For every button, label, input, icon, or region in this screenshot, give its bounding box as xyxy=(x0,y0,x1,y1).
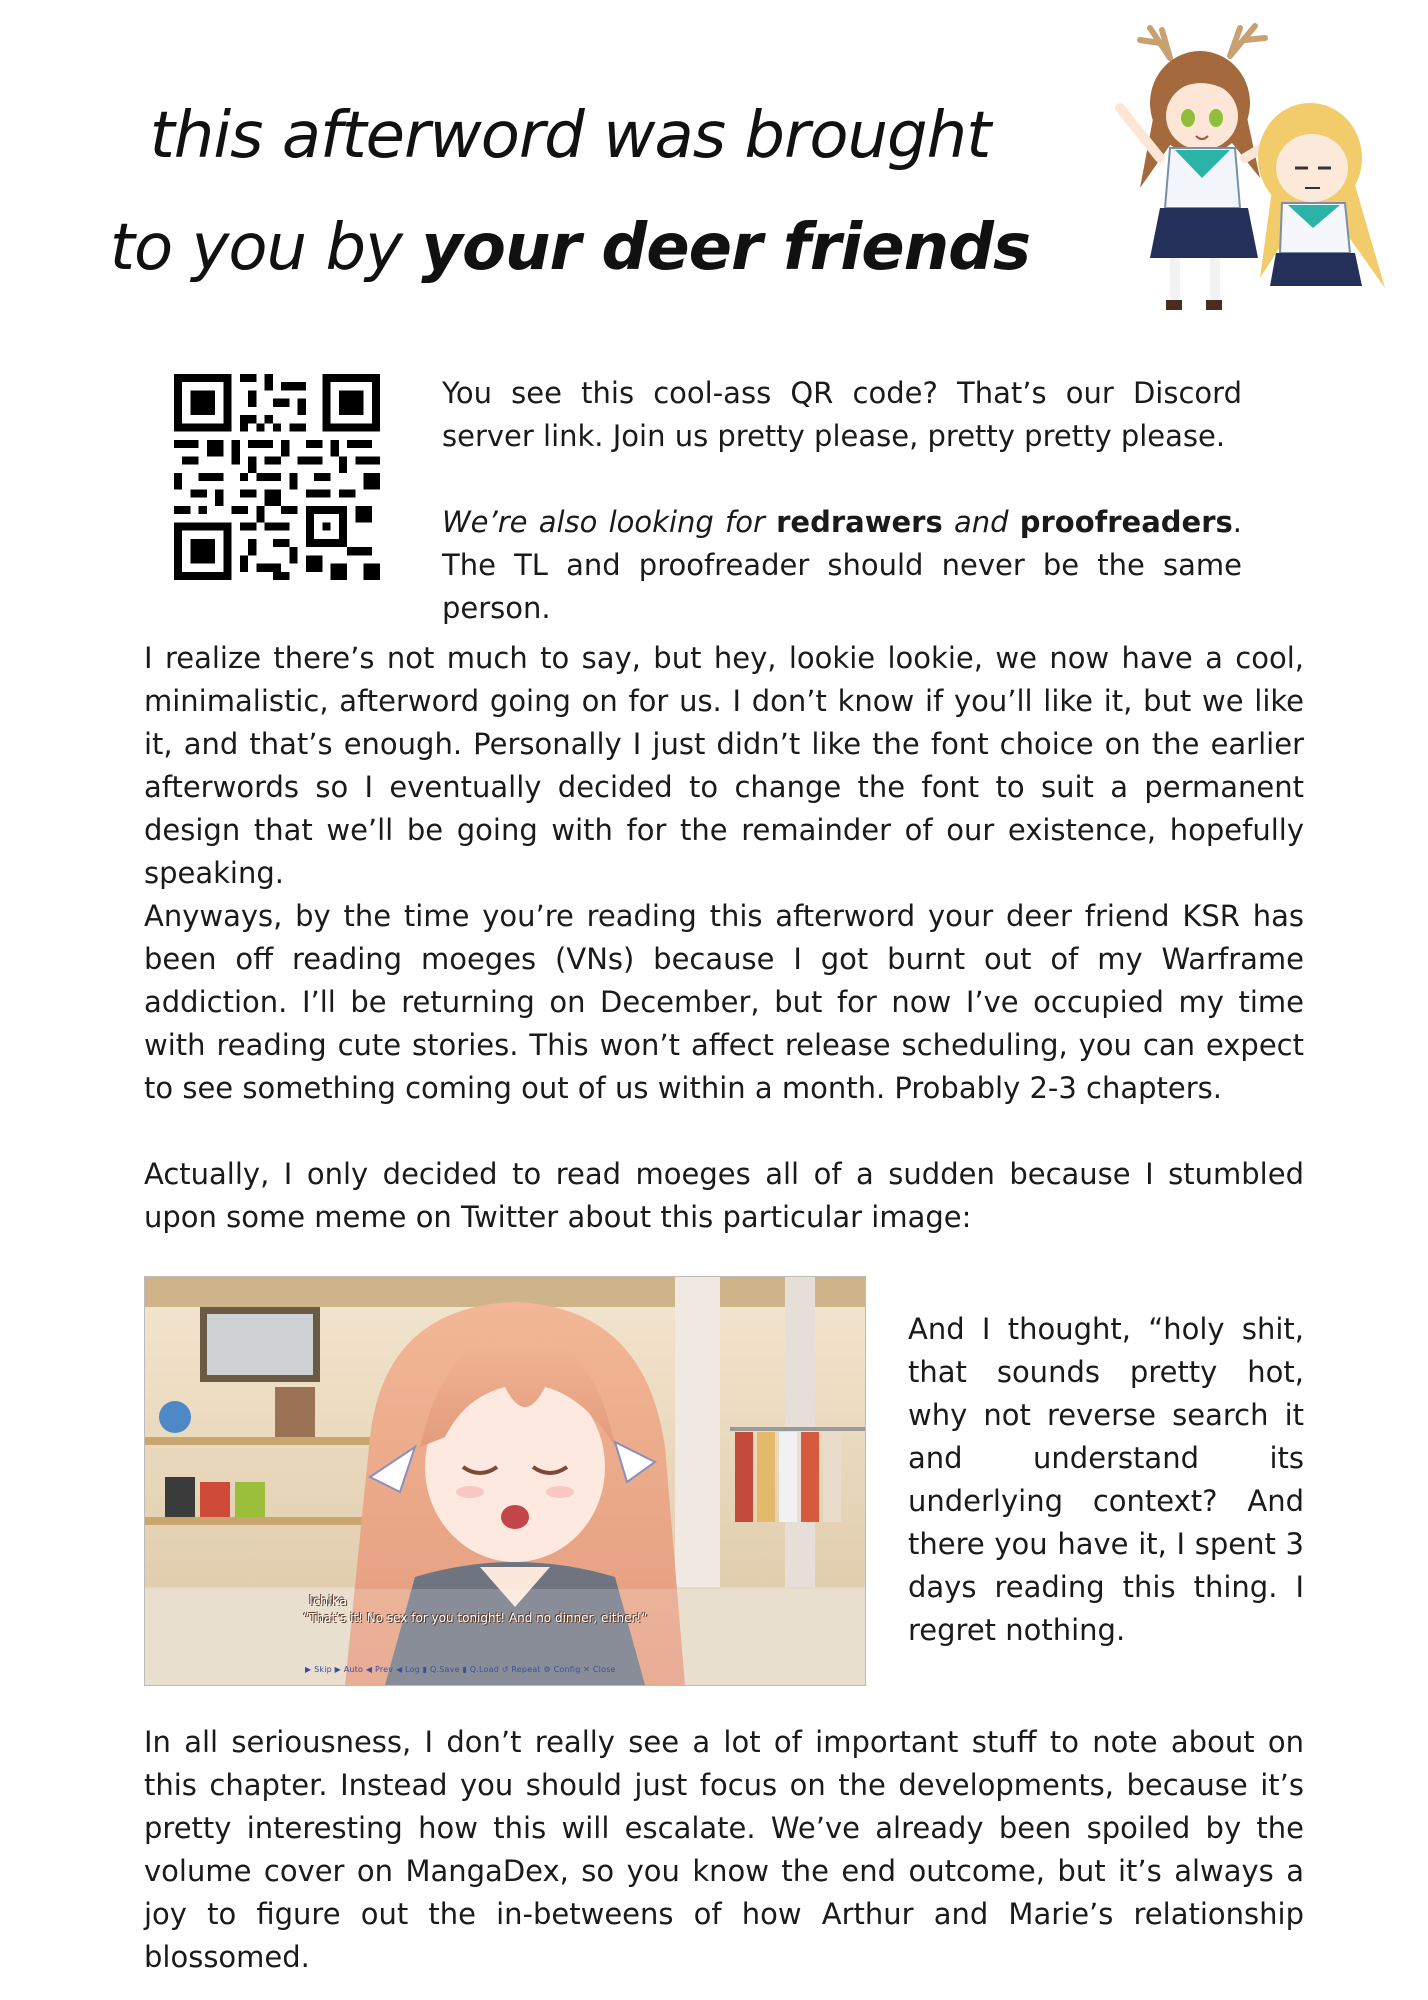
paragraph-seriousness: In all seriousness, I don’t really see a lot of important stuff to note about on this chapter. Instead you should just focus on the developments, because it’s pretty interesting how this will escalate. We’ve already been spoiled by the volume cover on MangaDex, so you know the end outcome, but it’s always a joy to figure out the in-betweens of how Arthur and Marie’s relationship blossomed. xyxy=(144,1725,1304,1974)
deer-mascots-illustration xyxy=(1100,18,1400,318)
title-line-2-bold: your deer friends xyxy=(421,211,1031,285)
title-line-2 xyxy=(70,192,1070,304)
recruitment-text: We’re also looking for redrawers and proofreaders. The TL and proofreader should never be the same person. xyxy=(442,505,1243,625)
visual-novel-screenshot xyxy=(144,1276,866,1686)
qr-description xyxy=(442,372,1242,630)
title-line-1: this afterword was brought xyxy=(149,99,991,173)
paragraph-anyways: Anyways, by the time you’re reading this afterword your deer friend KSR has been off reading moeges (VNs) because I got burnt out of my Warframe addiction. I’ll be returning on December, but for now I’ve occupied my time with reading cute stories. This won’t affect release scheduling, you can expect to see something coming out of us within a month. Probably 2-3 chapters. xyxy=(144,899,1304,1105)
vn-speaker-name: Ichika xyxy=(309,1594,348,1609)
discord-invite-text: You see this cool-ass QR code? That’s our Discord server link. Join us pretty please, pretty pretty please. xyxy=(442,376,1242,453)
paragraph-thought: And I thought, “holy shit, that sounds pretty hot, why not reverse search it and understand its underlying context? And there you have it, I spent 3 days reading this thing. I regret nothing. xyxy=(908,1312,1304,1647)
paragraph-realize: I realize there’s not much to say, but hey, lookie lookie, we now have a cool, minimalistic, afterword going on for us. I don’t know if you’ll like it, but we like it, and that’s enough. Personally I just didn’t like the font choice on the earlier afterwords so I eventually decided to change the font to suit a permanent design that we’ll be going with for the remainder of our existence, hopefully speaking. xyxy=(144,641,1304,890)
discord-qr-code[interactable] xyxy=(174,374,380,580)
page-title xyxy=(70,80,1070,304)
vn-dialogue-line: “That’s it! No sex for you tonight! And no dinner, either!” xyxy=(303,1611,648,1625)
paragraph-actually: Actually, I only decided to read moeges all of a sudden because I stumbled upon some meme on Twitter about this particular image: xyxy=(144,1157,1304,1234)
vn-menu-bar: ▶ Skip ▶ Auto ◀ Prev ◀ Log ▮ Q.Save ▮ Q.Load ↺ Repeat ⚙ Config ✕ Close xyxy=(305,1665,616,1674)
title-line-2-prefix: to you by xyxy=(109,211,422,285)
